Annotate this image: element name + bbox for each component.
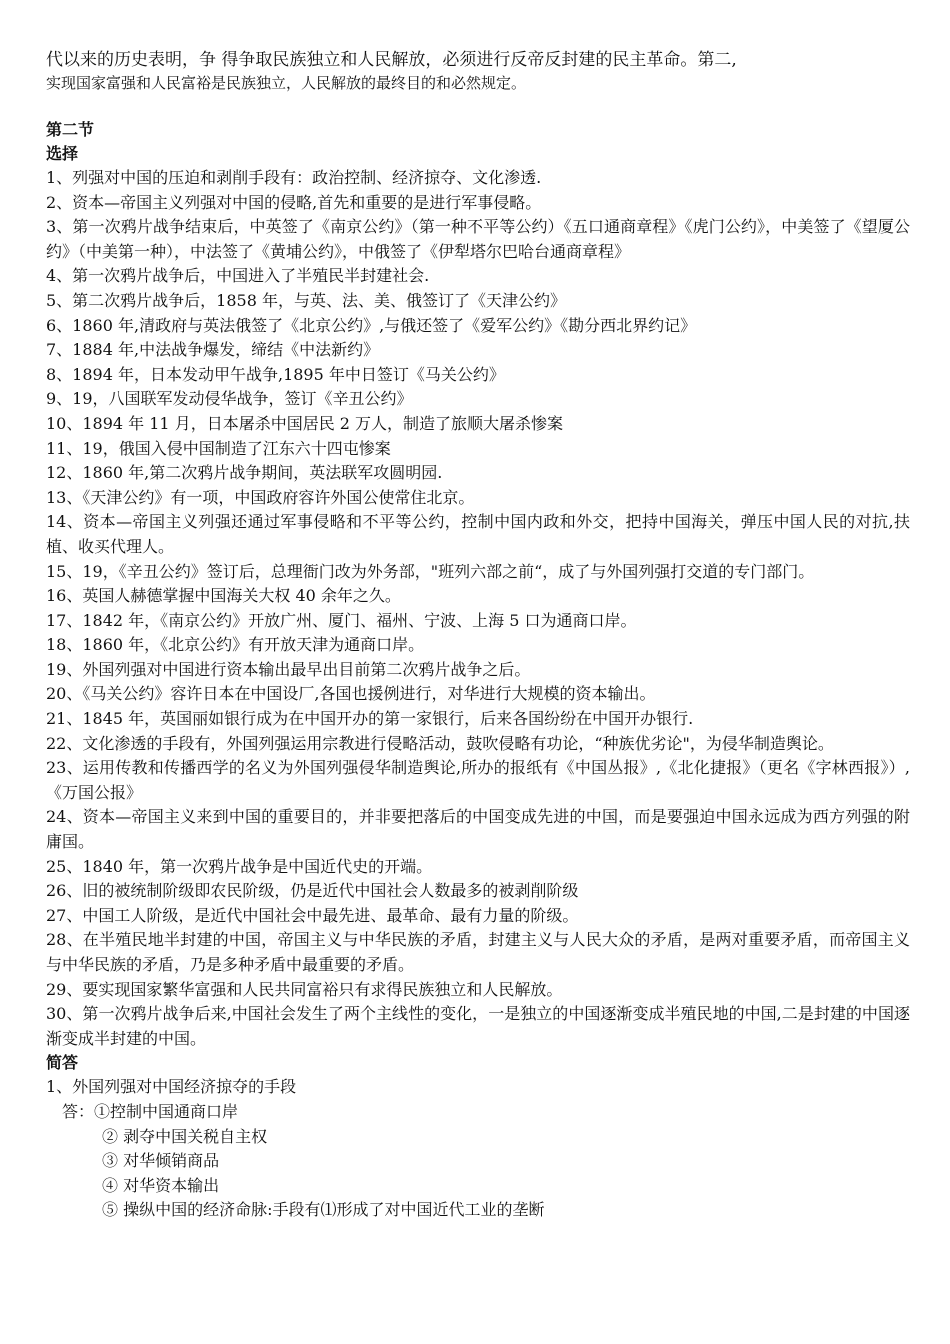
short-answer-question: 1、外国列强对中国经济掠夺的手段 — [46, 1077, 297, 1097]
list-item: 15、19，《辛丑公约》签订后，总理衙门改为外务部，"班列六部之前“，成了与外国列强打交道的专门部门。 — [46, 561, 815, 581]
list-item: 4、第一次鸦片战争后，中国进入了半殖民半封建社会. — [46, 266, 430, 286]
list-item: 5、第二次鸦片战争后，1858 年，与英、法、美、俄签订了《天津公约》 — [46, 290, 566, 310]
intro-line-1: 代以来的历史表明，争 得争取民族独立和人民解放，必须进行反帝反封建的民主革命。第二, — [46, 50, 737, 70]
answer-line: ④ 对华资本输出 — [102, 1175, 220, 1195]
answer-line: ⑤ 操纵中国的经济命脉:手段有⑴形成了对中国近代工业的垄断 — [102, 1200, 545, 1220]
short-answer-heading: 简答 — [46, 1053, 79, 1073]
short-answer-block — [46, 1100, 910, 1223]
list-item: 21、1845 年，英国丽如银行成为在中国开办的第一家银行，后来各国纷纷在中国开办银行. — [46, 709, 694, 729]
list-item: 25、1840 年，第一次鸦片战争是中国近代史的开端。 — [46, 856, 433, 876]
list-item: 6、1860 年,清政府与英法俄签了《北京公约》,与俄还签了《爱军公约》《勘分西北界约记》 — [46, 315, 697, 335]
intro-line-2: 实现国家富强和人民富裕是民族独立，人民解放的最终目的和必然规定。 — [46, 74, 527, 92]
list-item: 28、在半殖民地半封建的中国，帝国主义与中华民族的矛盾，封建主义与人民大众的矛盾，是两对重要矛盾，而帝国主义与中华民族的矛盾，乃是多种矛盾中最重要的矛盾。 — [46, 930, 910, 974]
list-item: 14、资本—帝国主义列强还通过军事侵略和不平等公约，控制中国内政和外交，把持中国海关，弹压中国人民的对抗,扶植、收买代理人。 — [46, 512, 910, 556]
list-item: 10、1894 年 11 月，日本屠杀中国居民 2 万人，制造了旅顺大屠杀惨案 — [46, 413, 564, 433]
answer-line: ③ 对华倾销商品 — [102, 1151, 220, 1171]
choice-list — [46, 166, 910, 1051]
answer-line: 答：①控制中国通商口岸 — [62, 1101, 239, 1121]
list-item: 17、1842 年，《南京公约》开放广州、厦门、福州、宁波、上海 5 口为通商口岸。 — [46, 610, 637, 630]
list-item: 29、要实现国家繁华富强和人民共同富裕只有求得民族独立和人民解放。 — [46, 979, 563, 999]
list-item: 11、19，俄国入侵中国制造了江东六十四屯惨案 — [46, 438, 391, 458]
list-item: 3、第一次鸦片战争结束后，中英签了《南京公约》（第一种不平等公约）《五口通商章程》《虎门公约》，中美签了《望厦公约》（中美第一种），中法签了《黄埔公约》，中俄签了《伊犁塔尔巴哈台通商章程》 — [46, 217, 910, 261]
list-item: 13、《天津公约》有一项，中国政府容许外国公使常住北京。 — [46, 487, 475, 507]
list-item: 19、外国列强对中国进行资本输出最早出目前第二次鸦片战争之后。 — [46, 659, 531, 679]
list-item: 22、文化渗透的手段有，外国列强运用宗教进行侵略活动，鼓吹侵略有功论，“种族优劣论"，为侵华制造舆论。 — [46, 733, 834, 753]
list-item: 18、1860 年，《北京公约》有开放天津为通商口岸。 — [46, 635, 425, 655]
list-item: 9、19，八国联军发动侵华战争，签订《辛丑公约》 — [46, 389, 413, 409]
list-item: 30、第一次鸦片战争后来,中国社会发生了两个主线性的变化，一是独立的中国逐渐变成半殖民地的中国,二是封建的中国逐渐变成半封建的中国。 — [46, 1004, 910, 1048]
list-item: 1、列强对中国的压迫和剥削手段有：政治控制、经济掠夺、文化渗透. — [46, 168, 542, 187]
choice-heading: 选择 — [46, 144, 79, 163]
list-item: 20、《马关公约》容许日本在中国设厂,各国也援例进行，对华进行大规模的资本输出。 — [46, 684, 656, 704]
list-item: 16、英国人赫德掌握中国海关大权 40 余年之久。 — [46, 586, 401, 606]
section-title: 第二节 — [46, 120, 95, 139]
list-item: 2、资本—帝国主义列强对中国的侵略,首先和重要的是进行军事侵略。 — [46, 192, 542, 212]
list-item: 8、1894 年，日本发动甲午战争,1895 年中日签订《马关公约》 — [46, 364, 505, 384]
list-item: 24、资本—帝国主义来到中国的重要目的，并非要把落后的中国变成先进的中国，而是要强迫中国永远成为西方列强的附庸国。 — [46, 807, 910, 852]
list-item: 12、1860 年,第二次鸦片战争期间，英法联军攻圆明园. — [46, 463, 443, 483]
list-item: 27、中国工人阶级，是近代中国社会中最先进、最革命、最有力量的阶级。 — [46, 905, 579, 925]
list-item: 23、运用传教和传播西学的名义为外国列强侵华制造舆论,所办的报纸有《中国丛报》,《北化捷报》（更名《字林西报》）,《万国公报》 — [46, 758, 910, 802]
list-item: 26、旧的被统制阶级即农民阶级，仍是近代中国社会人数最多的被剥削阶级 — [46, 881, 579, 901]
answer-line: ② 剥夺中国关税自主权 — [102, 1126, 268, 1146]
list-item: 7、1884 年,中法战争爆发，缔结《中法新约》 — [46, 340, 380, 360]
